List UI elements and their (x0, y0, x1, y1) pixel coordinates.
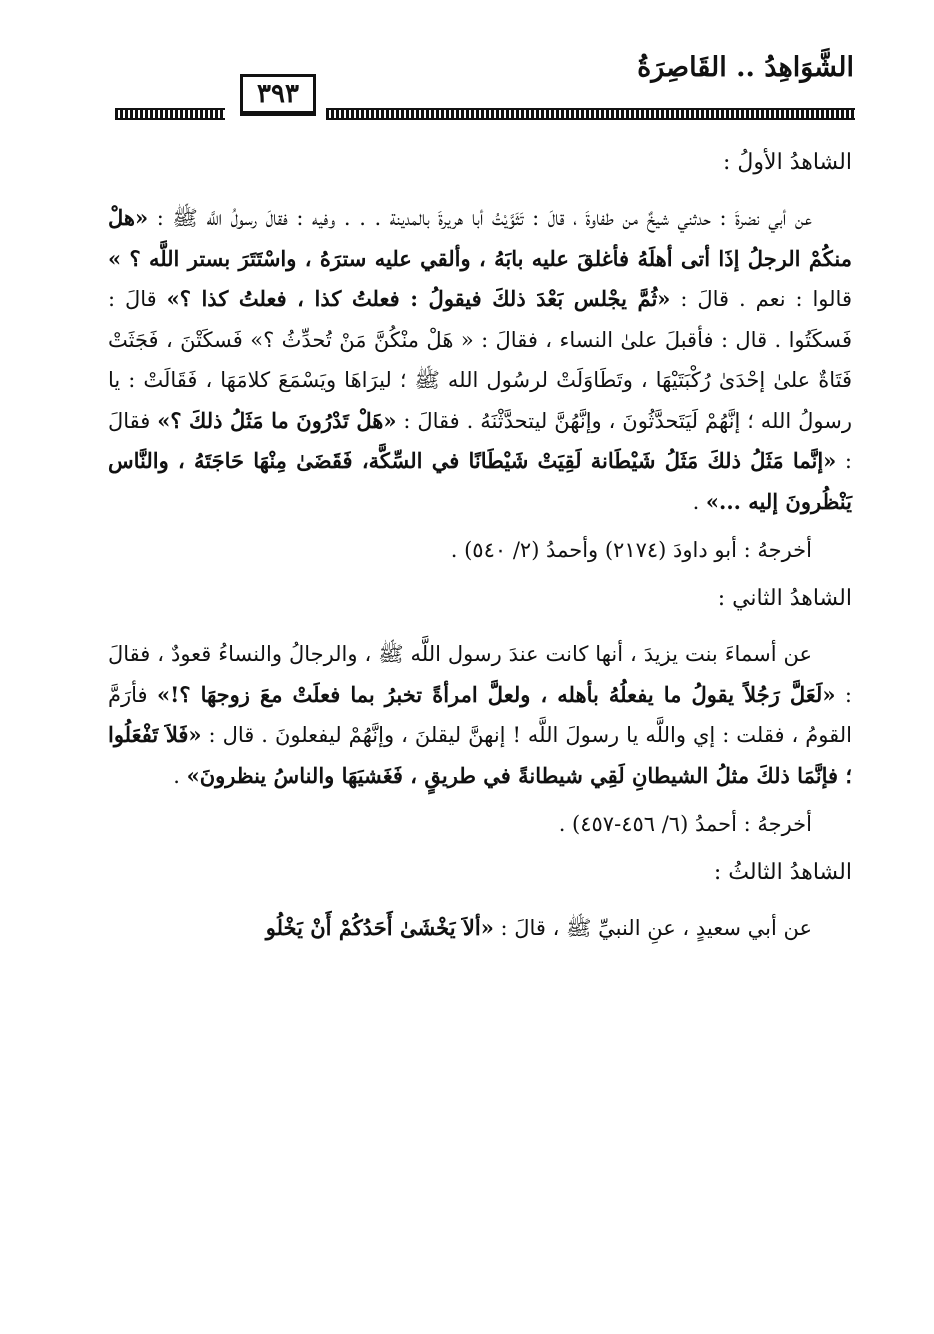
hadith-quote: «هَلْ تَدْرُونَ ما مَثَلُ ذلكَ ؟» (157, 407, 397, 433)
hadith-quote: «هلْ منكُمْ الرجلُ إذَا أتى أهلَهُ فأغلقَ عليه بابَهُ ، وألقي عليه سترَهُ ، واسْتَتَرَ بستر اللَّه ؟ » (108, 205, 852, 271)
hadith-quote: «ألاَ يَخْشَىٰ أَحَدُكُمْ أَنْ يَخْلُو (265, 915, 494, 940)
narration-text: . (692, 489, 706, 514)
source-citation: أخرجهُ : أحمدُ (٦/ ٤٥٦-٤٥٧) . (558, 812, 812, 836)
page-body (108, 146, 852, 959)
section-heading: الشاهدُ الأولُ : (723, 150, 852, 175)
running-title: الشَّوَاهِدُ .. القَاصِرَةُ (637, 52, 854, 83)
hadith-paragraph (108, 198, 852, 522)
narration-text: قالَ : فَسكَتُوا . قال : فأقبلَ علىٰ النساء ، فقالَ : « هَلْ منْكُنَّ مَنْ تُحدِّثُ ؟» فَسكَتْنَ ، فَجَثَتْ فَتَاةٌ علىٰ إحْدَىٰ رُكْبَتَيْهَا ، وتَطَاوَلَتْ لرسُول الله ﷺ ؛ ليرَاهَا ويَسْمَعَ كلامَهَا ، فَقَالَتْ : يا رسولُ الله ؛ إنَّهُمْ لَيَتَحدَّثُونَ ، وإنَّهُنَّ ليتحدَّثْنَهُ . فقالَ : (108, 287, 852, 433)
hadith-quote: «فَلاَ تَفْعَلُوا ؛ فإنَّمَا ذلكَ مثلُ الشيطانِ لَقِي شيطانةً في طريقٍ ، فَغَشيَهَا والناسُ ينظرونَ» (108, 722, 852, 788)
hadith-paragraph (108, 908, 852, 949)
narration-text: عن أبي سعيدٍ ، عنِ النبيِّ ﷺ ، قالَ : (493, 916, 812, 940)
header-rule-left (115, 108, 225, 120)
narration-text: فقالَ : (108, 408, 852, 473)
hadith-quote: «إنَّما مَثَلُ ذلكَ مَثَلُ شَيْطَانة لَقِيَتْ شَيْطَانًا في السِّكَّة، فَقَضَىٰ مِنْهَا حَاجَتَهُ ، والنَّاس يَنْظُرونَ إليه ...» (108, 448, 852, 514)
narration-text: . (173, 763, 187, 788)
narration-text: فأرَمَّ القومُ ، فقلت : إي واللَّه يا رسولَ اللَّه ! إنهنَّ ليقلنَ ، وإنَّهُمْ ليفعلونَ . قال : (108, 682, 852, 747)
page-number: ٣٩٣ (240, 74, 316, 116)
source-citation: أخرجهُ : أبو داودَ (٢١٧٤) وأحمدُ (٢/ ٥٤٠) . (450, 538, 812, 562)
header-rule-right (326, 108, 855, 120)
narration-text: عن أبي نضرةَ : حدثني شيخٌ من طفاوةَ ، قالَ : تَثَوَّيْتُ أبا هريرةَ بالمدينة . . . وفيه : فقالَ رسولُ اللَّه ﷺ : (148, 206, 812, 230)
hadith-quote: «لَعَلَّ رَجُلاً يقولُ ما يفعلُهُ بأهله ، ولعلَّ امرأةً تخبرُ بما فعلَتْ معَ زوجهَا ؟!» (157, 681, 836, 707)
hadith-paragraph (108, 634, 852, 796)
section-heading: الشاهدُ الثالثُ : (713, 860, 852, 885)
hadith-quote: «ثُمَّ يجْلس بَعْدَ ذلكَ فيقولُ : فعلتُ كذا ، فعلتُ كذا ؟» (166, 286, 671, 311)
narration-text: عن أسماءَ بنت يزيدَ ، أنها كانت عندَ رسول اللَّه ﷺ ، والرجالُ والنساءُ قعودٌ ، فقالَ : (108, 642, 852, 707)
narration-text: قالوا : نعم . قالَ : (670, 287, 852, 311)
section-heading: الشاهدُ الثاني : (717, 586, 852, 611)
